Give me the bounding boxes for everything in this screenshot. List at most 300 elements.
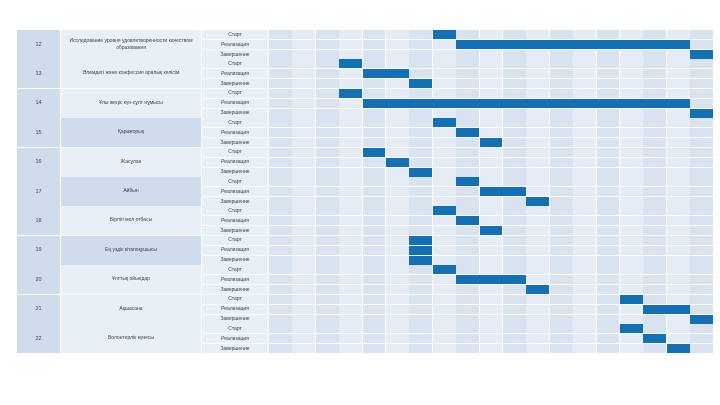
task-name: Исследование уровня удовлетворенности качеством образования	[61, 30, 201, 59]
grid-cell	[292, 285, 315, 294]
schedule-bar	[339, 59, 362, 68]
grid-cell	[643, 168, 666, 177]
grid-cell	[690, 148, 713, 157]
grid-cell	[503, 324, 526, 333]
grid-cell	[269, 315, 292, 324]
grid-cell	[526, 344, 549, 353]
grid-cell	[573, 256, 596, 265]
grid-cell	[643, 187, 666, 196]
grid-cell	[292, 315, 315, 324]
grid-cell	[620, 197, 643, 206]
grid-cell	[573, 50, 596, 59]
schedule-bar	[620, 295, 643, 304]
grid-cell	[526, 305, 549, 314]
grid-cell	[620, 315, 643, 324]
task-number: 14	[17, 89, 60, 118]
grid-cell	[550, 187, 573, 196]
grid-cell	[409, 324, 432, 333]
phase-label: Реализация	[202, 128, 268, 137]
grid-cell	[339, 334, 362, 343]
grid-cell	[620, 265, 643, 274]
grid-cell	[409, 226, 432, 235]
grid-cell	[573, 305, 596, 314]
grid-cell	[409, 206, 432, 215]
grid-cell	[620, 236, 643, 245]
grid-cell	[690, 285, 713, 294]
grid-cell	[316, 216, 339, 225]
phase-label: Завершение	[202, 344, 268, 353]
grid-cell	[433, 89, 456, 98]
grid-cell	[386, 324, 409, 333]
grid-cell	[363, 226, 386, 235]
grid-cell	[550, 295, 573, 304]
grid-cell	[667, 206, 690, 215]
grid-cell	[503, 89, 526, 98]
grid-cell	[643, 109, 666, 118]
schedule-bar	[690, 50, 713, 59]
grid-cell	[386, 59, 409, 68]
schedule-bar	[409, 236, 432, 245]
grid-cell	[433, 285, 456, 294]
grid-cell	[386, 265, 409, 274]
grid-cell	[456, 265, 479, 274]
grid-cell	[339, 305, 362, 314]
grid-cell	[433, 177, 456, 186]
grid-cell	[503, 216, 526, 225]
grid-cell	[269, 295, 292, 304]
grid-cell	[643, 216, 666, 225]
grid-cell	[620, 89, 643, 98]
grid-cell	[339, 275, 362, 284]
grid-cell	[667, 50, 690, 59]
grid-cell	[573, 128, 596, 137]
grid-cell	[690, 158, 713, 167]
grid-cell	[292, 216, 315, 225]
grid-cell	[339, 246, 362, 255]
grid-cell	[480, 128, 503, 137]
grid-cell	[316, 206, 339, 215]
phase-label: Реализация	[202, 246, 268, 255]
grid-cell	[316, 295, 339, 304]
grid-cell	[386, 118, 409, 127]
grid-cell	[526, 236, 549, 245]
grid-cell	[316, 226, 339, 235]
grid-cell	[690, 265, 713, 274]
grid-cell	[503, 206, 526, 215]
grid-cell	[503, 69, 526, 78]
grid-cell	[386, 226, 409, 235]
grid-cell	[456, 256, 479, 265]
grid-cell	[316, 344, 339, 353]
grid-cell	[269, 69, 292, 78]
grid-cell	[433, 226, 456, 235]
grid-cell	[433, 50, 456, 59]
grid-cell	[597, 285, 620, 294]
schedule-bar	[643, 305, 689, 314]
grid-cell	[503, 168, 526, 177]
grid-cell	[433, 168, 456, 177]
phase-label: Завершение	[202, 197, 268, 206]
grid-cell	[292, 148, 315, 157]
grid-cell	[526, 109, 549, 118]
grid-cell	[667, 285, 690, 294]
grid-cell	[386, 275, 409, 284]
grid-cell	[643, 128, 666, 137]
grid-cell	[409, 197, 432, 206]
grid-cell	[620, 50, 643, 59]
grid-cell	[503, 256, 526, 265]
grid-cell	[480, 265, 503, 274]
grid-cell	[690, 40, 713, 49]
grid-cell	[667, 158, 690, 167]
grid-cell	[526, 50, 549, 59]
grid-cell	[643, 158, 666, 167]
grid-cell	[316, 79, 339, 88]
grid-cell	[339, 148, 362, 157]
grid-cell	[433, 69, 456, 78]
grid-cell	[597, 138, 620, 147]
grid-cell	[433, 158, 456, 167]
grid-cell	[316, 40, 339, 49]
grid-cell	[550, 109, 573, 118]
phase-label: Старт	[202, 206, 268, 215]
grid-cell	[339, 50, 362, 59]
grid-cell	[573, 79, 596, 88]
grid-cell	[269, 168, 292, 177]
grid-cell	[573, 226, 596, 235]
grid-cell	[480, 344, 503, 353]
grid-cell	[597, 197, 620, 206]
grid-cell	[503, 236, 526, 245]
grid-cell	[550, 50, 573, 59]
phase-label: Старт	[202, 295, 268, 304]
grid-cell	[573, 69, 596, 78]
grid-cell	[643, 265, 666, 274]
schedule-bar	[363, 69, 409, 78]
grid-cell	[643, 256, 666, 265]
grid-cell	[597, 30, 620, 39]
grid-cell	[550, 216, 573, 225]
task-number: 15	[17, 118, 60, 147]
grid-cell	[386, 315, 409, 324]
grid-cell	[339, 344, 362, 353]
grid-cell	[386, 177, 409, 186]
grid-cell	[409, 187, 432, 196]
grid-cell	[550, 334, 573, 343]
grid-cell	[316, 265, 339, 274]
grid-cell	[292, 109, 315, 118]
grid-cell	[386, 236, 409, 245]
grid-cell	[643, 148, 666, 157]
grid-cell	[620, 148, 643, 157]
grid-cell	[316, 69, 339, 78]
grid-cell	[667, 295, 690, 304]
grid-cell	[690, 99, 713, 108]
grid-cell	[339, 79, 362, 88]
grid-cell	[269, 158, 292, 167]
grid-cell	[573, 285, 596, 294]
grid-cell	[363, 197, 386, 206]
grid-cell	[643, 69, 666, 78]
grid-cell	[456, 334, 479, 343]
grid-cell	[620, 30, 643, 39]
grid-cell	[550, 275, 573, 284]
schedule-bar	[690, 315, 713, 324]
phase-label: Реализация	[202, 187, 268, 196]
grid-cell	[409, 315, 432, 324]
grid-cell	[667, 79, 690, 88]
grid-cell	[480, 324, 503, 333]
grid-cell	[316, 168, 339, 177]
schedule-bar	[456, 216, 479, 225]
grid-cell	[667, 315, 690, 324]
grid-cell	[526, 177, 549, 186]
grid-cell	[339, 158, 362, 167]
grid-cell	[690, 89, 713, 98]
grid-cell	[597, 206, 620, 215]
phase-label: Старт	[202, 118, 268, 127]
grid-cell	[292, 197, 315, 206]
grid-cell	[480, 148, 503, 157]
grid-cell	[503, 158, 526, 167]
grid-cell	[456, 295, 479, 304]
grid-cell	[269, 285, 292, 294]
schedule-bar	[409, 168, 432, 177]
grid-cell	[573, 324, 596, 333]
grid-cell	[690, 305, 713, 314]
grid-cell	[316, 246, 339, 255]
grid-cell	[292, 265, 315, 274]
grid-cell	[667, 30, 690, 39]
task-number: 12	[17, 30, 60, 59]
grid-cell	[690, 216, 713, 225]
grid-cell	[339, 177, 362, 186]
grid-cell	[316, 285, 339, 294]
grid-cell	[292, 275, 315, 284]
grid-cell	[292, 40, 315, 49]
grid-cell	[409, 158, 432, 167]
phase-label: Реализация	[202, 275, 268, 284]
schedule-bar	[386, 158, 409, 167]
grid-cell	[643, 236, 666, 245]
grid-cell	[620, 187, 643, 196]
grid-cell	[316, 109, 339, 118]
grid-cell	[643, 324, 666, 333]
grid-cell	[433, 40, 456, 49]
grid-cell	[339, 295, 362, 304]
grid-cell	[292, 50, 315, 59]
grid-cell	[503, 285, 526, 294]
grid-cell	[620, 334, 643, 343]
grid-cell	[363, 128, 386, 137]
grid-cell	[386, 89, 409, 98]
grid-cell	[339, 324, 362, 333]
task-name: Ұлттық ойындар	[61, 265, 201, 294]
grid-cell	[480, 177, 503, 186]
grid-cell	[456, 59, 479, 68]
grid-cell	[643, 50, 666, 59]
grid-cell	[480, 79, 503, 88]
grid-cell	[386, 128, 409, 137]
grid-cell	[690, 344, 713, 353]
grid-cell	[503, 246, 526, 255]
grid-cell	[386, 50, 409, 59]
grid-cell	[620, 79, 643, 88]
task-name: Волонтерлік күнесы	[61, 324, 201, 353]
grid-cell	[597, 50, 620, 59]
phase-label: Завершение	[202, 285, 268, 294]
grid-cell	[526, 226, 549, 235]
grid-cell	[409, 30, 432, 39]
grid-cell	[480, 50, 503, 59]
grid-cell	[363, 324, 386, 333]
phase-label: Реализация	[202, 216, 268, 225]
task-number: 18	[17, 206, 60, 235]
grid-cell	[526, 158, 549, 167]
grid-cell	[269, 344, 292, 353]
grid-cell	[526, 128, 549, 137]
schedule-bar	[690, 109, 713, 118]
grid-cell	[667, 275, 690, 284]
grid-cell	[690, 128, 713, 137]
grid-cell	[269, 275, 292, 284]
grid-cell	[526, 324, 549, 333]
grid-cell	[292, 256, 315, 265]
phase-label: Старт	[202, 324, 268, 333]
grid-cell	[550, 206, 573, 215]
grid-cell	[409, 89, 432, 98]
grid-cell	[409, 334, 432, 343]
grid-cell	[433, 79, 456, 88]
grid-cell	[316, 324, 339, 333]
grid-cell	[339, 285, 362, 294]
grid-cell	[456, 148, 479, 157]
grid-cell	[503, 334, 526, 343]
grid-cell	[456, 344, 479, 353]
grid-cell	[339, 197, 362, 206]
grid-cell	[292, 158, 315, 167]
task-number: 20	[17, 265, 60, 294]
grid-cell	[480, 216, 503, 225]
grid-cell	[339, 69, 362, 78]
phase-label: Завершение	[202, 226, 268, 235]
grid-cell	[456, 109, 479, 118]
grid-cell	[526, 69, 549, 78]
schedule-bar	[480, 187, 526, 196]
grid-cell	[363, 40, 386, 49]
grid-cell	[386, 256, 409, 265]
grid-cell	[339, 168, 362, 177]
grid-cell	[597, 69, 620, 78]
grid-cell	[503, 344, 526, 353]
grid-cell	[573, 118, 596, 127]
grid-cell	[269, 206, 292, 215]
grid-cell	[597, 246, 620, 255]
grid-cell	[667, 138, 690, 147]
task-name: Ең үздік кітапоқушысы	[61, 236, 201, 265]
grid-cell	[643, 206, 666, 215]
grid-cell	[480, 256, 503, 265]
grid-cell	[597, 334, 620, 343]
schedule-bar	[433, 206, 456, 215]
grid-cell	[269, 305, 292, 314]
grid-cell	[550, 118, 573, 127]
task-name: Жасұлан	[61, 148, 201, 177]
grid-cell	[363, 50, 386, 59]
phase-label: Завершение	[202, 138, 268, 147]
grid-cell	[269, 89, 292, 98]
grid-cell	[620, 109, 643, 118]
grid-cell	[292, 177, 315, 186]
grid-cell	[550, 236, 573, 245]
grid-cell	[409, 69, 432, 78]
grid-cell	[409, 285, 432, 294]
task-number: 13	[17, 59, 60, 88]
grid-cell	[363, 109, 386, 118]
grid-cell	[550, 226, 573, 235]
grid-cell	[433, 344, 456, 353]
grid-cell	[597, 344, 620, 353]
grid-cell	[386, 216, 409, 225]
grid-cell	[690, 138, 713, 147]
grid-cell	[386, 206, 409, 215]
grid-cell	[456, 285, 479, 294]
phase-label: Реализация	[202, 305, 268, 314]
grid-cell	[386, 246, 409, 255]
grid-cell	[643, 285, 666, 294]
grid-cell	[690, 59, 713, 68]
schedule-bar	[456, 275, 526, 284]
grid-cell	[386, 138, 409, 147]
grid-cell	[456, 197, 479, 206]
grid-cell	[269, 138, 292, 147]
grid-cell	[409, 118, 432, 127]
grid-cell	[480, 168, 503, 177]
grid-cell	[386, 187, 409, 196]
grid-cell	[573, 187, 596, 196]
phase-label: Реализация	[202, 158, 268, 167]
grid-cell	[690, 324, 713, 333]
grid-cell	[363, 344, 386, 353]
grid-cell	[386, 295, 409, 304]
grid-cell	[339, 40, 362, 49]
grid-cell	[269, 118, 292, 127]
grid-cell	[409, 295, 432, 304]
grid-cell	[316, 118, 339, 127]
grid-cell	[433, 187, 456, 196]
grid-cell	[433, 59, 456, 68]
grid-cell	[667, 236, 690, 245]
grid-cell	[316, 187, 339, 196]
grid-cell	[667, 265, 690, 274]
grid-cell	[456, 226, 479, 235]
grid-cell	[503, 315, 526, 324]
grid-cell	[433, 305, 456, 314]
task-name: Ақшасана	[61, 295, 201, 324]
grid-cell	[316, 256, 339, 265]
grid-cell	[503, 197, 526, 206]
grid-cell	[363, 79, 386, 88]
grid-cell	[456, 305, 479, 314]
grid-cell	[550, 285, 573, 294]
grid-cell	[503, 295, 526, 304]
grid-cell	[269, 216, 292, 225]
grid-cell	[620, 118, 643, 127]
grid-cell	[386, 79, 409, 88]
grid-cell	[456, 187, 479, 196]
grid-cell	[550, 30, 573, 39]
task-name: Айбын	[61, 177, 201, 206]
